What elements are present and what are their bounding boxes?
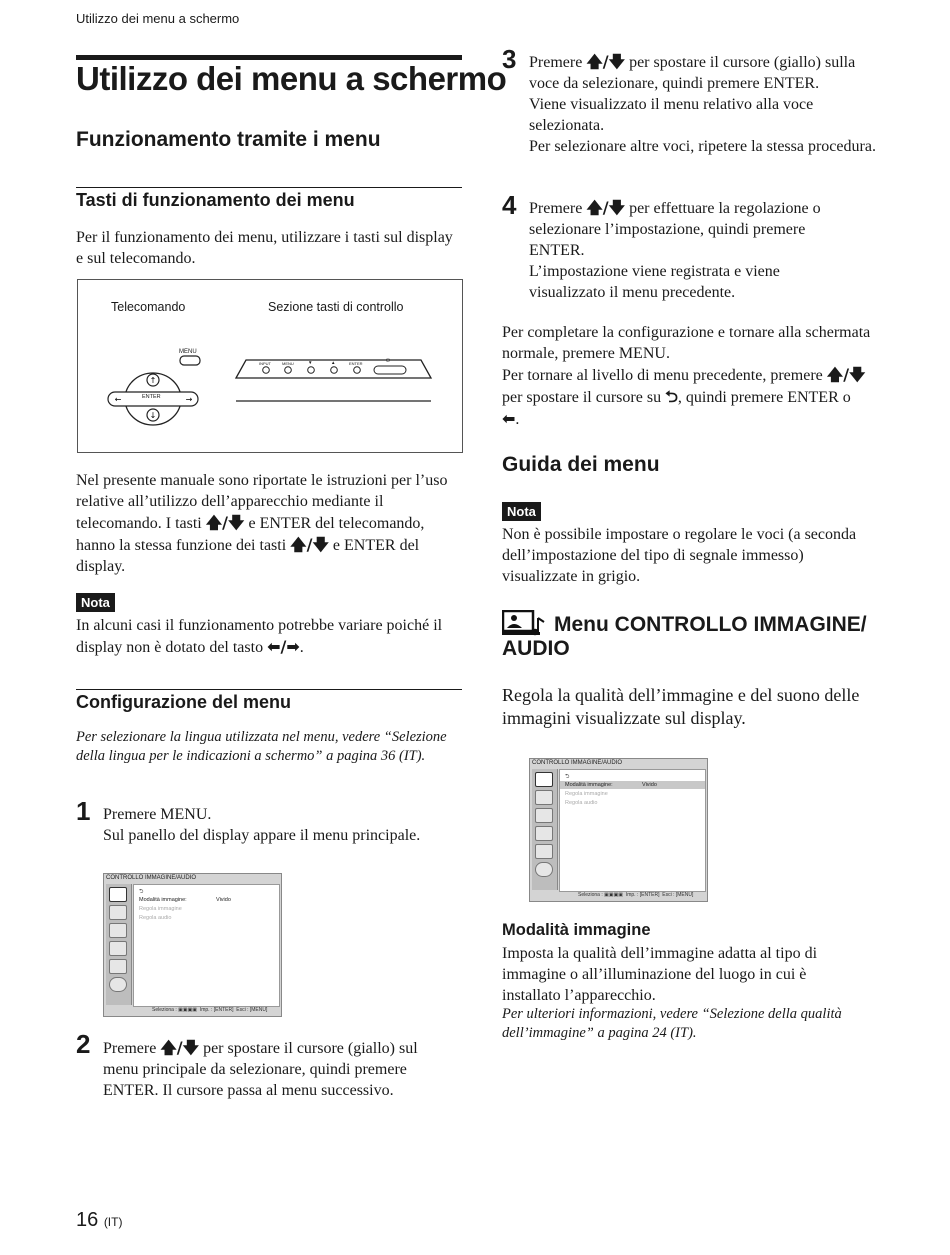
svg-text:→: →	[185, 395, 193, 404]
subsection-title-keys: Tasti di funzionamento dei menu	[76, 190, 355, 210]
step-4-text: Premere 🡅/🡇 per effettuare la regolazione o selezionare l’impostazione, quindi premere ENTER. L’impostazione viene registrata e viene visualizzato il menu precedente.	[529, 198, 821, 301]
osd-sidebar	[532, 769, 558, 890]
remote-control-drawing	[108, 356, 200, 425]
osd-row-mode-value: Vivido	[642, 782, 657, 788]
input-icon	[109, 923, 127, 938]
osd-sidebar	[106, 884, 132, 1005]
settings-icon	[535, 826, 553, 841]
page-title: Utilizzo dei menu a schermo	[76, 60, 507, 97]
nota-text: In alcuni casi il funzionamento potrebbe variare poiché il display non è dotato del tasto ⬅/➡.	[76, 617, 443, 656]
leftright-arrows-icon: ⬅/➡	[267, 637, 300, 656]
panel-drawing	[236, 360, 431, 401]
svg-text:↑: ↑	[149, 376, 157, 385]
osd-panel	[133, 884, 280, 1007]
function-icon	[109, 959, 127, 974]
panel-key-up: ▲	[331, 360, 336, 365]
subsection-title-config: Configurazione del menu	[76, 692, 292, 712]
menu-guide-title: Guida dei menu	[502, 453, 660, 476]
keys-intro-text: Per il funzionamento dei menu, utilizzare i tasti sul display e sul telecomando.	[76, 229, 453, 267]
picture-mode-title: Modalità immagine	[502, 921, 651, 939]
controls-drawing	[78, 280, 462, 452]
figure-label-remote: Telecomando	[111, 300, 186, 314]
osd-row-audio: Regola audio	[565, 800, 598, 806]
step-number-2: 2	[76, 1029, 91, 1059]
clock-icon	[109, 977, 127, 992]
panel-key-down: ▼	[308, 360, 313, 365]
nota-greyed-items-text: Non è possibile impostare o regolare le voci (a seconda dell’impostazione del tipo di segnale immesso) visualizzate in grigio.	[502, 526, 857, 585]
step-3-text: Premere 🡅/🡇 per spostare il cursore (giallo) sulla voce da selezionare, quindi premere ENTER. Viene visualizzato il menu relativo alla voce selezionata. Per selezionare altre voci, ripetere la stessa procedura.	[529, 52, 876, 155]
osd-row-audio: Regola audio	[139, 915, 172, 921]
menu-section-title: Menu CONTROLLO IMMAGINE/ AUDIO	[502, 613, 867, 660]
osd-row-picture: Regola immagine	[565, 791, 608, 797]
nota-badge: Nota	[502, 502, 541, 521]
updown-arrows-icon: 🡅/🡇	[586, 52, 626, 71]
controls-figure	[77, 279, 463, 453]
panel-key-menu: MENU	[282, 361, 294, 366]
function-icon	[535, 844, 553, 859]
picture-mode-reference: Per ulteriori informazioni, vedere “Selezione della qualità dell’immagine” a pagina 24 (IT).	[502, 1006, 842, 1041]
language-reference-note: Per selezionare la lingua utilizzata nel menu, vedere “Selezione della lingua per le indicazioni a schermo” a pagina 36 (IT).	[76, 729, 447, 764]
nota-badge: Nota	[76, 593, 115, 612]
step-number-1: 1	[76, 796, 91, 826]
osd-row-mode-label: Modalità immagine:	[139, 897, 187, 903]
updown-arrows-icon: 🡅/🡇	[160, 1038, 200, 1057]
menu-description: Regola la qualità dell’immagine e del suono delle immagini visualizzate sul display.	[502, 685, 860, 728]
remote-usage-paragraph: Nel presente manuale sono riportate le istruzioni per l’uso relative all’utilizzo dell’apparecchio mediante il telecomando. I tasti 🡅/🡇 e ENTER del telecomando, hanno la stessa funzione dei tasti 🡅/🡇 e ENTER del display.	[76, 472, 448, 575]
remote-menu-key-label: MENU	[179, 349, 197, 355]
running-header: Utilizzo dei menu a schermo	[76, 11, 240, 26]
osd-main-menu-screenshot	[103, 873, 282, 1017]
osd-title: CONTROLLO IMMAGINE/AUDIO	[106, 875, 197, 881]
settings-icon	[109, 941, 127, 956]
osd-picture-audio-screenshot	[529, 758, 708, 902]
osd-title: CONTROLLO IMMAGINE/AUDIO	[532, 760, 623, 766]
panel-key-input: INPUT	[259, 361, 271, 366]
divider	[76, 689, 462, 690]
svg-text:↓: ↓	[149, 411, 157, 420]
divider	[76, 187, 462, 188]
svg-text:←: ←	[114, 395, 122, 404]
step-1-text: Premere MENU. Sul panello del display appare il menu principale.	[103, 806, 421, 844]
left-arrow-icon: ⬅	[502, 409, 516, 428]
return-icon: ⮌	[665, 387, 678, 406]
picture-mode-text: Imposta la qualità dell’immagine adatta al tipo di immagine o all’illuminazione del luogo in cui è installato l’apparecchio.	[502, 945, 818, 1004]
updown-arrows-icon: 🡅/🡇	[205, 513, 245, 532]
osd-footer: Seleziona : ▣▣▣▣ Imp. : [ENTER] Esci : [MENU]	[578, 892, 694, 898]
section-title: Funzionamento tramite i menu	[76, 128, 381, 151]
osd-row-picture: Regola immagine	[139, 906, 182, 912]
updown-arrows-icon: 🡅/🡇	[586, 198, 626, 217]
input-icon	[535, 808, 553, 823]
figure-label-panel: Sezione tasti di controllo	[268, 300, 404, 314]
osd-footer: Seleziona : ▣▣▣▣ Imp. : [ENTER] Esci : [MENU]	[152, 1007, 268, 1013]
picture-audio-icon	[109, 887, 127, 902]
step-2-text: Premere 🡅/🡇 per spostare il cursore (giallo) sul menu principale da selezionare, quindi premere ENTER. Il cursore passa al menu successivo.	[103, 1038, 418, 1099]
osd-row-mode-value: Vivido	[216, 897, 231, 903]
picture-audio-icon	[535, 772, 553, 787]
navigation-paragraph: Per completare la configurazione e tornare alla schermata normale, premere MENU. Per tornare al livello di menu precedente, premere 🡅/🡇 per spostare il cursore su ⮌, quindi premere ENTER o ⬅.	[502, 324, 871, 428]
return-icon: ⮌	[565, 774, 570, 780]
screen-icon	[109, 905, 127, 920]
step-number-3: 3	[502, 44, 517, 74]
osd-panel	[559, 769, 706, 892]
page-number: 16 (IT)	[76, 1209, 123, 1231]
step-number-4: 4	[502, 190, 517, 220]
remote-enter-key-label: ENTER	[142, 394, 161, 400]
return-icon: ⮌	[139, 889, 144, 895]
updown-arrows-icon: 🡅/🡇	[290, 535, 329, 554]
panel-key-power: ⏻	[386, 358, 390, 364]
osd-row-mode-label: Modalità immagine:	[565, 782, 613, 788]
updown-arrows-icon: 🡅/🡇	[826, 365, 866, 384]
panel-key-enter: ENTER	[349, 361, 363, 366]
screen-icon	[535, 790, 553, 805]
clock-icon	[535, 862, 553, 877]
